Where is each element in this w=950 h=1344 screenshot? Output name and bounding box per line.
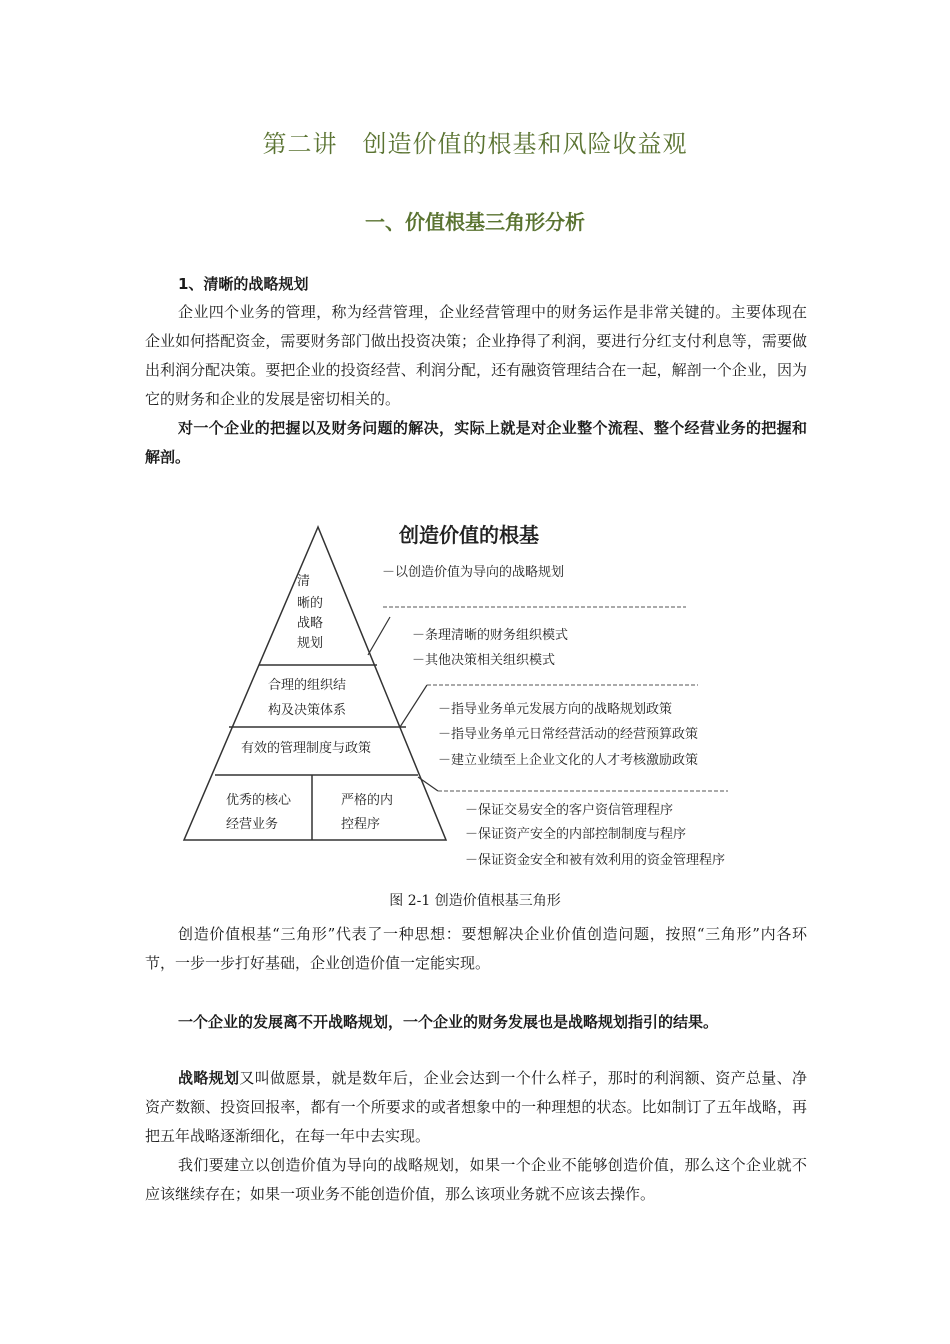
paragraph-1: 企业四个业务的管理，称为经营管理，企业经营管理中的财务运作是非常关键的。主要体现在企业如何搭配资金，需要财务部门做出投资决策；企业挣得了利润，要进行分红支付利息等，需要做出利润分配决策。要把企业的投资经营、利润分配，还有融资管理结合在一起，解剖一个企业，因为它的财务和企业的发展是密切相关的。	[145, 303, 807, 408]
item-g4-3: －保证资金安全和被有效利用的资金管理程序	[465, 853, 726, 868]
page-title: 第二讲 创造价值的根基和风险收益观	[262, 130, 688, 158]
paragraph-6: 我们要建立以创造价值为导向的战略规划，如果一个企业不能够创造价值，那么这个企业就不应该继续存在；如果一项业务不能创造价值，那么该项业务就不应该去操作。	[145, 1156, 807, 1203]
paragraph-5-lead: 战略规划	[178, 1069, 240, 1087]
item-g1-1: －以创造价值为导向的战略规划	[382, 565, 565, 580]
connector-2	[400, 685, 427, 727]
top-level-line-4: 规划	[297, 636, 324, 651]
bottom-right-line-2: 控程序	[341, 817, 381, 832]
paragraph-5-body: 又叫做愿景，就是数年后，企业会达到一个什么样子，那时的利润额、资产总量、净资产数额、投资回报率，都有一个所要求的或者想象中的一种理想的状态。比如制订了五年战略，再把五年战略逐渐细化，在每一年中去实现。	[145, 1069, 807, 1145]
paragraph-4: 一个企业的发展离不开战略规划，一个企业的财务发展也是战略规划指引的结果。	[178, 1013, 719, 1031]
item-g4-1: －保证交易安全的客户资信管理程序	[465, 803, 674, 818]
figure-caption: 图 2-1 创造价值根基三角形	[389, 893, 561, 909]
connector-1	[368, 617, 390, 655]
top-level-line-3: 战略	[297, 616, 324, 631]
item-g3-1: －指导业务单元发展方向的战略规划政策	[438, 702, 673, 717]
second-level-line-1: 合理的组织结	[268, 678, 347, 693]
value-foundation-triangle-diagram	[180, 515, 780, 875]
paragraph-2: 对一个企业的把握以及财务问题的解决，实际上就是对企业整个流程、整个经营业务的把握和解剖。	[145, 419, 807, 466]
bottom-right-line-1: 严格的内	[341, 793, 394, 808]
subsection-heading: 1、清晰的战略规划	[178, 275, 309, 293]
item-g4-2: －保证资产安全的内部控制制度与程序	[465, 827, 687, 842]
bottom-left-line-1: 优秀的核心	[226, 793, 292, 808]
paragraph-5	[145, 1064, 807, 1151]
top-level-line-1: 清	[297, 574, 311, 589]
item-g3-3: －建立业绩至上企业文化的人才考核激励政策	[438, 753, 699, 768]
paragraph-3: 创造价值根基“三角形”代表了一种思想：要想解决企业价值创造问题，按照“三角形”内各环节，一步一步打好基础，企业创造价值一定能实现。	[145, 925, 807, 972]
top-level-line-2: 晰的	[297, 596, 324, 611]
item-g3-2: －指导业务单元日常经营活动的经营预算政策	[438, 727, 699, 742]
diagram-title: 创造价值的根基	[399, 523, 539, 547]
connector-3	[418, 777, 438, 791]
section-heading: 一、价值根基三角形分析	[365, 210, 585, 234]
third-level-label: 有效的管理制度与政策	[241, 741, 372, 756]
item-g2-2: －其他决策相关组织模式	[412, 653, 556, 668]
bottom-left-line-2: 经营业务	[226, 817, 279, 832]
item-g2-1: －条理清晰的财务组织模式	[412, 628, 569, 643]
second-level-line-2: 构及决策体系	[268, 703, 347, 718]
